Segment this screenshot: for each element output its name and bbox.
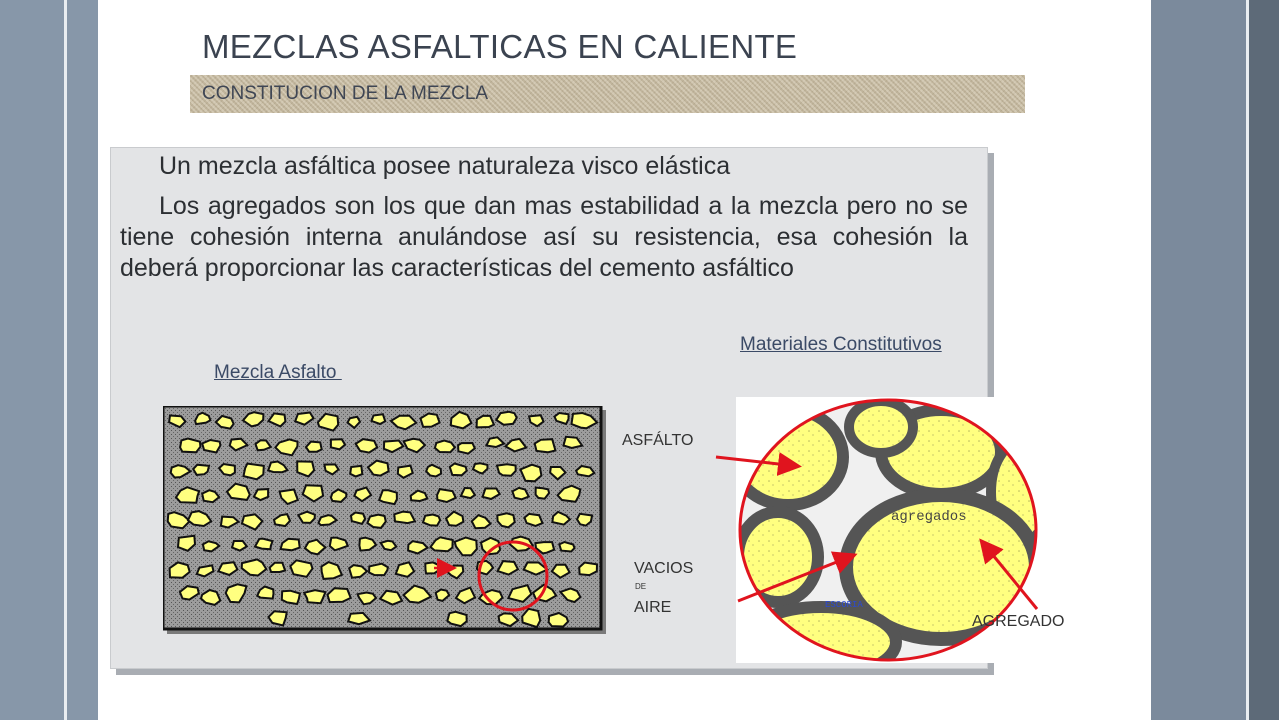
label-aggregate: AGREGADO: [972, 613, 1065, 630]
label-air: AIRE: [634, 599, 672, 616]
label-of: DE: [635, 582, 647, 591]
paragraph-viscoelastic: Un mezcla asfáltica posee naturaleza visco elástica: [159, 152, 731, 180]
label-asphalt: ASFÁLTO: [622, 432, 694, 449]
materials-caption-link[interactable]: Materiales Constitutivos: [740, 334, 942, 355]
slide-subtitle: CONSTITUCION DE LA MEZCLA: [202, 83, 489, 104]
mix-caption-link[interactable]: Mezcla Asfalto: [214, 362, 342, 383]
label-aggregates-inner: agregados: [891, 509, 967, 525]
slide-title: MEZCLAS ASFALTICAS EN CALIENTE: [202, 28, 798, 65]
arrow-asphalt: [716, 457, 796, 466]
arrow-aggregate: [983, 543, 1037, 609]
label-voids: VACIOS: [634, 560, 694, 577]
arrow-voids: [738, 556, 852, 601]
paragraph-aggregates: Los agregados son los que dan mas estabilidad a la mezcla pero no se tiene cohesión interna anulándose así su resistencia, esa cohesión la deberá proporcionar las características del cemento asfáltico: [120, 192, 968, 282]
label-slag: ESCORIA: [825, 600, 863, 610]
